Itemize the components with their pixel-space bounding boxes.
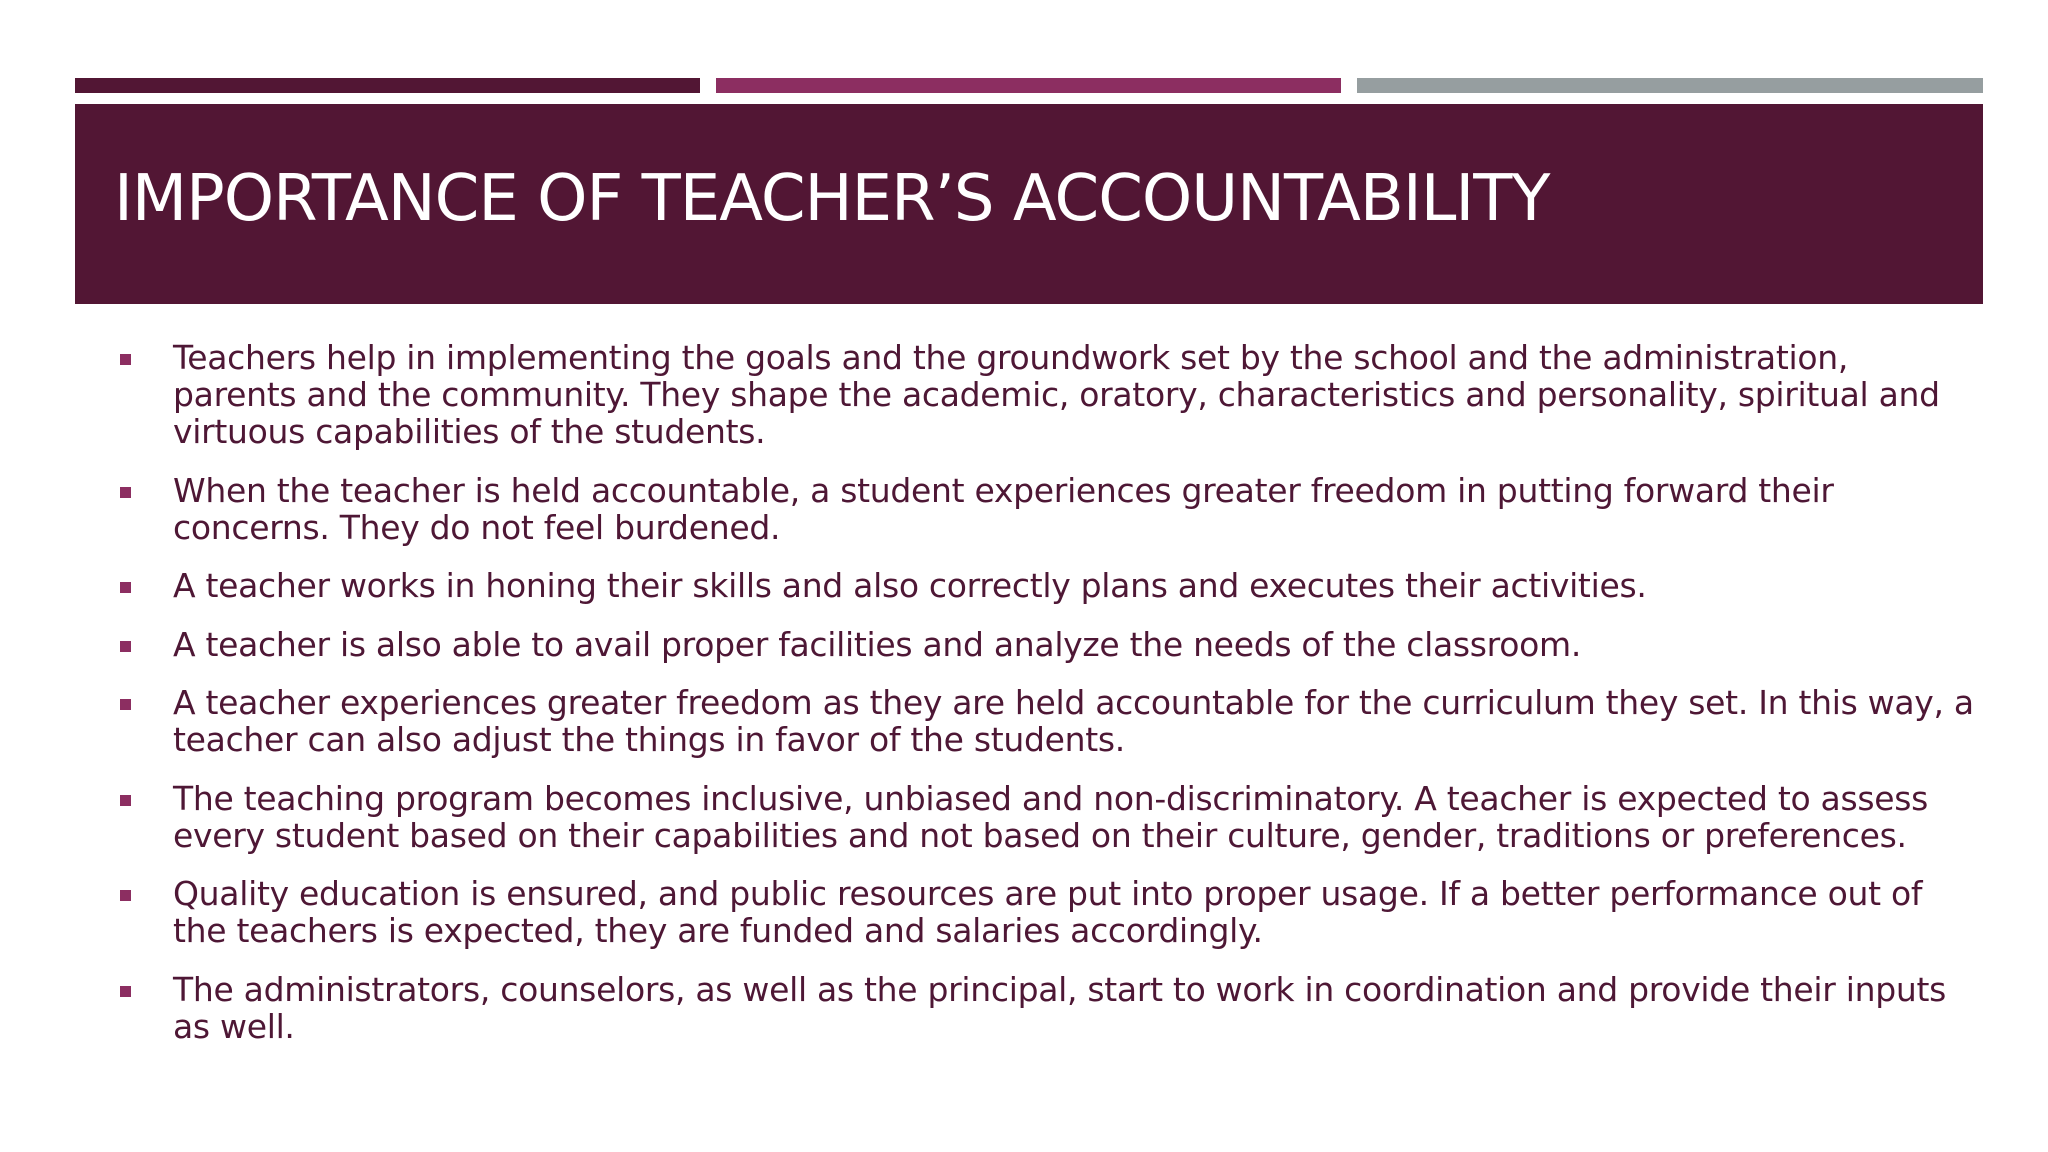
bullet-text: The teaching program becomes inclusive, unbiased and non-discriminatory. A teacher is expected to assess every student based on their capabilities and not based on their culture, gender, traditions or preferences. (173, 778, 1929, 855)
accent-bar-dark (75, 78, 700, 93)
square-bullet-icon (120, 641, 131, 652)
square-bullet-icon (120, 354, 131, 365)
list-item (120, 472, 1980, 546)
list-item (120, 626, 1980, 663)
list-item (120, 684, 1980, 758)
square-bullet-icon (120, 699, 131, 710)
list-item (120, 971, 1980, 1045)
bullet-text: Teachers help in implementing the goals and the groundwork set by the school and the administration, parents and the community. They shape the academic, oratory, characteristics and personality, spiritual and virtuous capabilities of the students. (173, 338, 1940, 451)
square-bullet-icon (120, 582, 131, 593)
bullet-list (120, 339, 1980, 1066)
slide-title: IMPORTANCE OF TEACHER’S ACCOUNTABILITY (114, 162, 1550, 236)
square-bullet-icon (120, 795, 131, 806)
title-banner (75, 104, 1983, 304)
bullet-text: When the teacher is held accountable, a student experiences greater freedom in putting forward their concerns. They do not feel burdened. (173, 470, 1834, 547)
square-bullet-icon (120, 890, 131, 901)
bullet-text: A teacher experiences greater freedom as they are held accountable for the curriculum they set. In this way, a teacher can also adjust the things in favor of the students. (173, 683, 1974, 759)
square-bullet-icon (120, 986, 131, 997)
list-item (120, 875, 1980, 949)
list-item (120, 780, 1980, 854)
bullet-text: A teacher is also able to avail proper facilities and analyze the needs of the classroom. (173, 624, 1582, 664)
list-item (120, 339, 1980, 450)
bullet-text: Quality education is ensured, and public resources are put into proper usage. If a better performance out of the teachers is expected, they are funded and salaries accordingly. (173, 874, 1923, 950)
accent-bar-gray (1357, 78, 1983, 93)
bullet-text: The administrators, counselors, as well as the principal, start to work in coordination and provide their inputs as well. (173, 969, 1946, 1046)
list-item (120, 567, 1980, 604)
square-bullet-icon (120, 487, 131, 498)
accent-bar-magenta (716, 78, 1341, 93)
bullet-text: A teacher works in honing their skills and also correctly plans and executes their activities. (173, 566, 1647, 605)
